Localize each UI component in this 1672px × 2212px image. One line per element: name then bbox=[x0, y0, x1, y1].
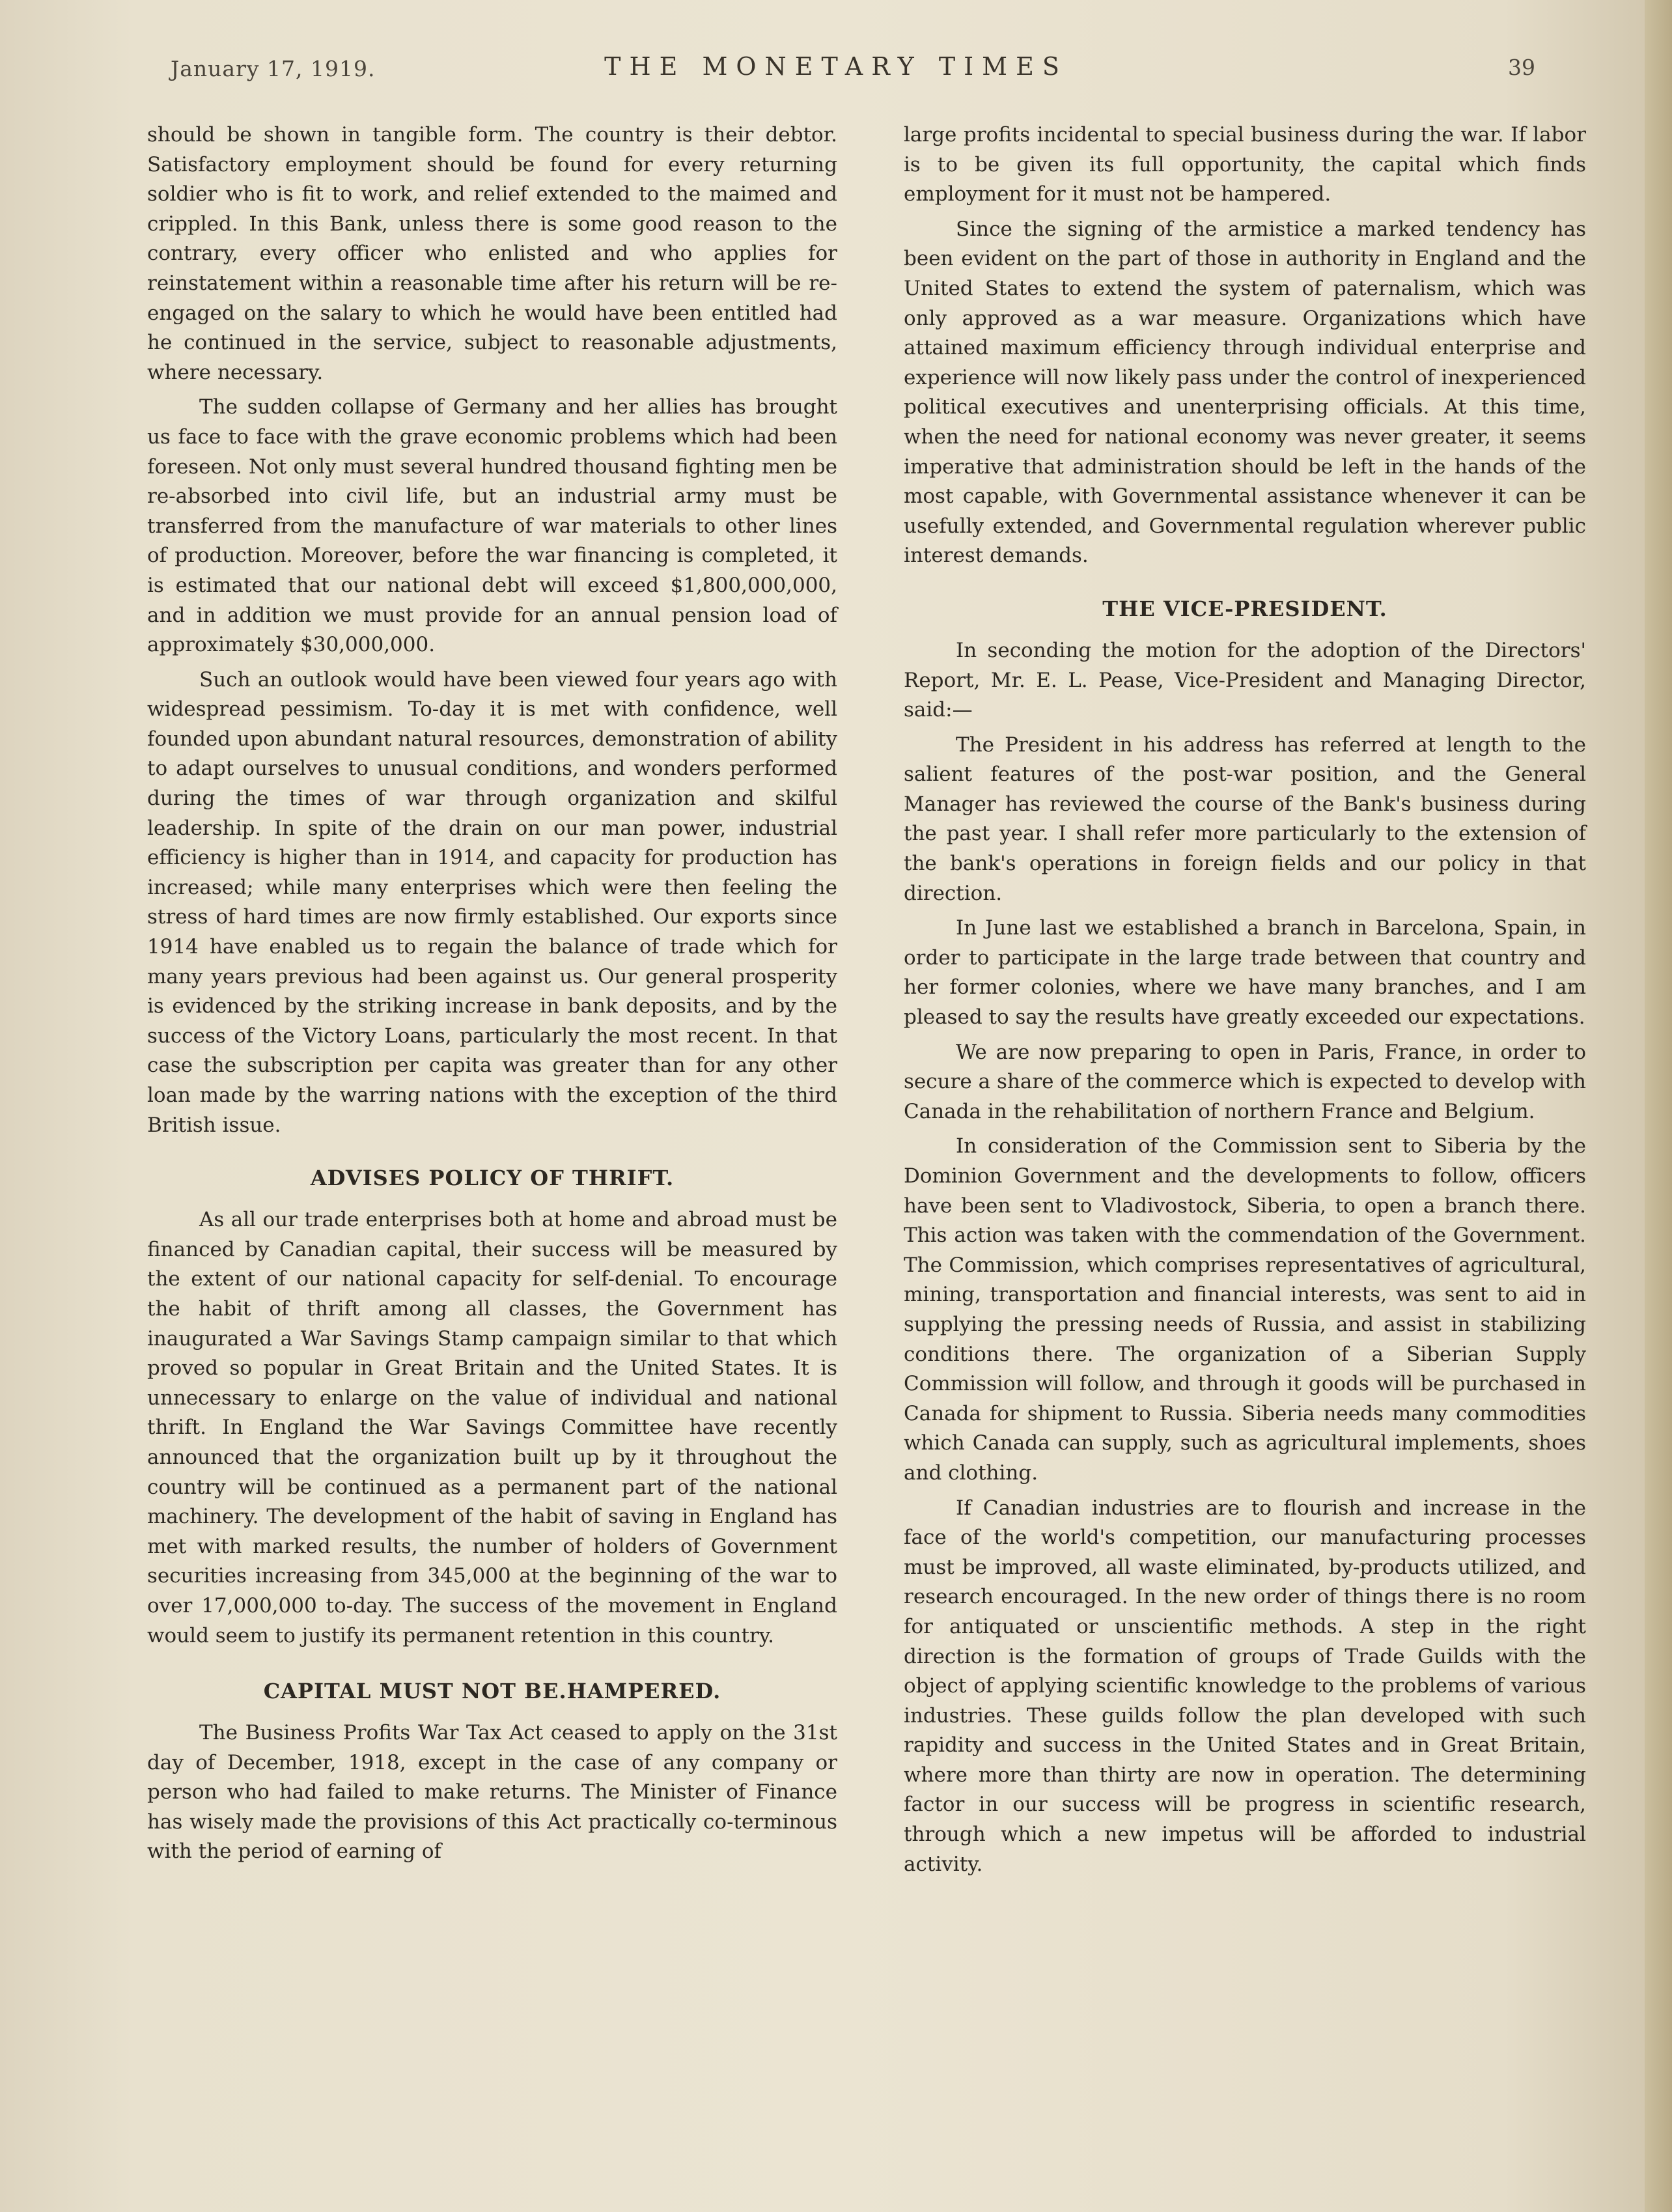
page-number: 39 bbox=[1508, 55, 1535, 80]
section-heading: THE VICE-PRESIDENT. bbox=[1102, 596, 1387, 621]
paragraph: Since the signing of the armistice a marked tendency has been evident on the part of those in authority in England and the United States to extend the system of paternalism, which was only approved as a war measure. Organizations which have attained maximum efficiency through individual enterprise and experience will now likely pass under the control of inexperienced political executives and unenterprising officials. At this time, when the need for national economy was never greater, it seems imperative that administration should be left in the hands of the most capable, with Governmental assistance whenever it can be usefully extended, and Governmental regulation wherever public interest demands. bbox=[904, 217, 1586, 568]
paragraph: The sudden collapse of Germany and her allies has brought us face to face with the grave economic problems which had been foreseen. Not only must several hundred thousand fighting men be re-absorbed into civil life, but an industrial army must be transferred from the manufacture of war materials to other lines of production. Moreover, before the war financing is completed, it is estimated that our national debt will exceed $1,800,000,000, and in addition we must provide for an annual pension load of approximately $30,000,000. bbox=[147, 395, 837, 657]
masthead-title: THE MONETARY TIMES bbox=[604, 52, 1068, 81]
paragraph: large profits incidental to special business during the war. If labor is to be given its full opportunity, the capital which finds employment for it must not be hampered. bbox=[904, 123, 1586, 206]
issue-date: January 17, 1919. bbox=[171, 56, 376, 81]
left-column bbox=[147, 120, 837, 1872]
section-heading: ADVISES POLICY OF THRIFT. bbox=[310, 1166, 675, 1191]
paragraph: In seconding the motion for the adoption of the Directors' Report, Mr. E. L. Pease, Vice-President and Managing Director, said:— bbox=[904, 638, 1586, 722]
paragraph: The Business Profits War Tax Act ceased to apply on the 31st day of December, 1918, except in the case of any company or person who had failed to make returns. The Minister of Finance has wisely made the provisions of this Act practically co-terminous with the period of earning of bbox=[147, 1721, 837, 1864]
right-column bbox=[904, 120, 1586, 1884]
paragraph: Such an outlook would have been viewed four years ago with widespread pessimism. To-day it is met with confidence, well founded upon abundant natural resources, demonstration of ability to adapt ourselves to unusual conditions, and wonders performed during the times of war through organization and skilful leadership. In spite of the drain on our man power, industrial efficiency is higher than in 1914, and capacity for production has increased; while many enterprises which were then feeling the stress of hard times are now firmly established. Our exports since 1914 have enabled us to regain the balance of trade which for many years previous had been against us. Our general prosperity is evidenced by the striking increase in bank deposits, and by the success of the Victory Loans, particularly the most recent. In that case the subscription per capita was greater than for any other loan made by the warring nations with the exception of the third British issue. bbox=[147, 667, 837, 1137]
section-heading: CAPITAL MUST NOT BE.HAMPERED. bbox=[263, 1679, 721, 1704]
paragraph: In June last we established a branch in Barcelona, Spain, in order to participate in the large trade between that country and her former colonies, where we have many branches, and I am pleased to say the results have greatly exceeded our expectations. bbox=[904, 916, 1586, 1029]
paragraph: In consideration of the Commission sent to Siberia by the Dominion Government and the developments to follow, officers have been sent to Vladivostock, Siberia, to open a branch there. This action was taken with the commendation of the Government. The Commission, which comprises representatives of agricultural, mining, transportation and financial interests, was sent to aid in supplying the pressing needs of Russia, and assist in stabilizing conditions there. The organization of a Siberian Supply Commission will follow, and through it goods will be purchased in Canada for shipment to Russia. Siberia needs many commodities which Canada can supply, such as agricultural implements, shoes and clothing. bbox=[904, 1134, 1586, 1485]
paragraph: We are now preparing to open in Paris, France, in order to secure a share of the commerce which is expected to develop with Canada in the rehabilitation of northern France and Belgium. bbox=[904, 1040, 1586, 1123]
paragraph: The President in his address has referred at length to the salient features of the post-war position, and the General Manager has reviewed the course of the Bank's business during the past year. I shall refer more particularly to the extension of the bank's operations in foreign fields and our policy in that direction. bbox=[904, 733, 1586, 905]
page-edge bbox=[1645, 0, 1672, 2212]
page-header bbox=[0, 52, 1672, 91]
paragraph: As all our trade enterprises both at home and abroad must be financed by Canadian capital, their success will be measured by the extent of our national capacity for self-denial. To encourage the habit of thrift among all classes, the Government has inaugurated a War Savings Stamp campaign similar to that which proved so popular in Great Britain and the United States. It is unnecessary to enlarge on the value of individual and national thrift. In England the War Savings Committee have recently announced that the organization built up by it throughout the country will be continued as a permanent part of the national machinery. The development of the habit of saving in England has met with marked results, the number of holders of Government securities increasing from 345,000 at the beginning of the war to over 17,000,000 to-day. The success of the movement in England would seem to justify its permanent retention in this country. bbox=[147, 1208, 837, 1647]
paragraph: should be shown in tangible form. The country is their debtor. Satisfactory employment should be found for every returning soldier who is fit to work, and relief extended to the maimed and crippled. In this Bank, unless there is some good reason to the contrary, every officer who enlisted and who applies for reinstatement within a reasonable time after his return will be re-engaged on the salary to which he would have been entitled had he continued in the service, subject to reasonable adjustments, where necessary. bbox=[147, 123, 837, 384]
paragraph: If Canadian industries are to flourish and increase in the face of the world's competition, our manufacturing processes must be improved, all waste eliminated, by-products utilized, and research encouraged. In the new order of things there is no room for antiquated or unscientific methods. A step in the right direction is the formation of groups of Trade Guilds with the object of applying scientific knowledge to the problems of various industries. These guilds follow the plan developed with such rapidity and success in the United States and in Great Britain, where more than thirty are now in operation. The determining factor in our success will be progress in scientific research, through which a new impetus will be afforded to industrial activity. bbox=[904, 1496, 1586, 1876]
